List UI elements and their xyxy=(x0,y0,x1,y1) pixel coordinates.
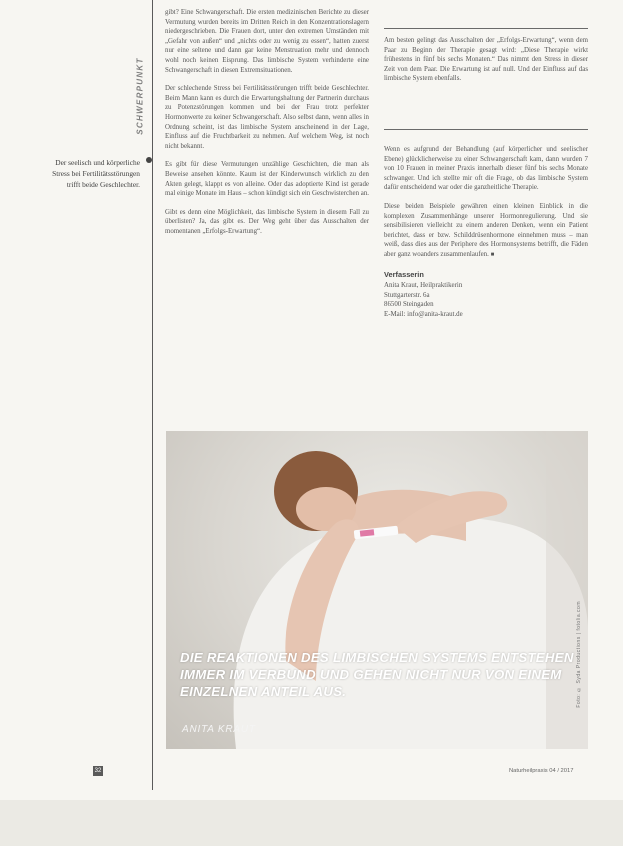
photo-illustration xyxy=(166,431,588,749)
paragraph: Gibt es denn eine Möglichkeit, das limbische System in diesem Fall zu überlisten? Ja, das gibt es. Der Weg geht über das Ausschalten der momentanen „Erfolgs-Erwartung“. xyxy=(165,208,369,235)
bullet-dot-icon xyxy=(146,157,152,163)
photo-quote-author: ANITA KRAUT xyxy=(182,724,256,735)
photo-credit: Foto: © Syda Productions | fotolia.com xyxy=(576,601,582,708)
rule-top xyxy=(384,28,588,29)
publication-footer: Naturheilpraxis 04 / 2017 xyxy=(509,768,574,774)
author-line: Stuttgarterstr. 6a xyxy=(384,291,430,299)
author-heading: Verfasserin xyxy=(384,269,424,279)
page-edge xyxy=(0,800,623,846)
photo-quote: DIE REAKTIONEN DES LIMBISCHEN SYSTEMS ENTSTEHEN IMMER IM VERBUND UND GEHEN NICHT NUR VON EINEM EINZELNEN ANTEIL AUS. xyxy=(180,650,574,699)
hug-photo xyxy=(166,431,588,749)
end-mark-icon: ■ xyxy=(490,251,495,258)
paragraph: Am besten gelingt das Ausschalten der „Erfolgs-Erwartung“, wenn dem Paar zu Beginn der Therapie gesagt wird: „Diese Therapie wirkt frühestens in fünf bis sechs Monaten.“ Das nimmt den Stress in dieser Zeit von dem Paar. Die Erwartung ist auf null. Und der Einfluss auf das limbische System ebenfalls. xyxy=(384,37,588,83)
paragraph: Wenn es aufgrund der Behandlung (auf körperlicher und seelischer Ebene) glücklicherweise zu einer Schwangerschaft kam, dann wurden 7 von 10 Frauen in meiner Praxis innerhalb dieser fünf bis sechs Monate schwanger. Und ich stellte mir oft die Frage, ob das limbische System dafür entscheidend war oder die ganzheitliche Therapie. xyxy=(384,146,588,192)
paragraph: gibt? Eine Schwangerschaft. Die ersten medizinischen Berichte zu dieser Vermutung wurden bereits im Dritten Reich in den Konzentrationslagern niedergeschrieben. Die Frauen dort, unter den extremen Umständen mit „Gefahr von außen“ und „nichts oder zu wenig zu essen“, hatten zuerst nur eine seltene und dann gar keine Menstruation mehr und dennoch wohl noch keinen Eisprung. Das limbische System verhinderte eine Schwangerschaft in diesen Extremsituationen. xyxy=(165,9,369,74)
paragraph: Es gibt für diese Vermutungen unzählige Geschichten, die man als Beweise ansehen könnte. Kaum ist der Kinderwunsch wirklich zu den Akten gelegt, klappt es von alleine. Oder das adoptierte Kind ist gerade mal einige Monate im Haus – schon kündigt sich ein Geschwisterchen an. xyxy=(165,161,369,198)
right-article-column xyxy=(384,145,588,320)
sidebar-pull-quote: Der seelisch und körperliche Stress bei Fertilitätsstörungen trifft beide Geschlechter. xyxy=(52,158,140,189)
author-line: Anita Kraut, Heilpraktikerin xyxy=(384,282,463,290)
left-article-column xyxy=(165,8,369,245)
rule-bottom xyxy=(384,129,588,130)
author-line: 86500 Steingaden xyxy=(384,301,434,309)
section-tag: SCHWERPUNKT xyxy=(135,57,145,135)
page-number: 32 xyxy=(94,768,102,774)
paragraph: Der schlechende Stress bei Fertilitätsstörungen trifft beide Geschlechter. Beim Mann kann es durch die Erwartungshaltung der Partnerin durchaus zu Potenzstörungen kommen und bei der Frau trotz perfekter Hormonwerte zu keiner Schwangerschaft. Also selbst dann, wenn alles in Ordnung scheint, ist das limbische System anscheinend in der Lage, Einfluss auf die Fruchtbarkeit zu nehmen. Auf welchem Weg, ist noch nicht bekannt. xyxy=(165,85,369,150)
vertical-rule xyxy=(152,0,153,790)
author-email: E-Mail: info@anita-kraut.de xyxy=(384,310,463,318)
right-highlight-paragraph xyxy=(384,36,588,93)
paragraph: Diese beiden Beispiele gewähren einen kleinen Einblick in die komplexen Zusammenhänge unserer Hormonregulierung. Und sie sensibilisieren vielleicht zu einem anderen Denken, wenn ein Patient berichtet, dass er bzw. Schilddrüsenhormone einnehmen muss – man weiß, dass dies aus der Periphere des Hormonsystems betrifft, die Fäden aber ganz woanders zusammenlaufen. ■ xyxy=(384,202,588,258)
